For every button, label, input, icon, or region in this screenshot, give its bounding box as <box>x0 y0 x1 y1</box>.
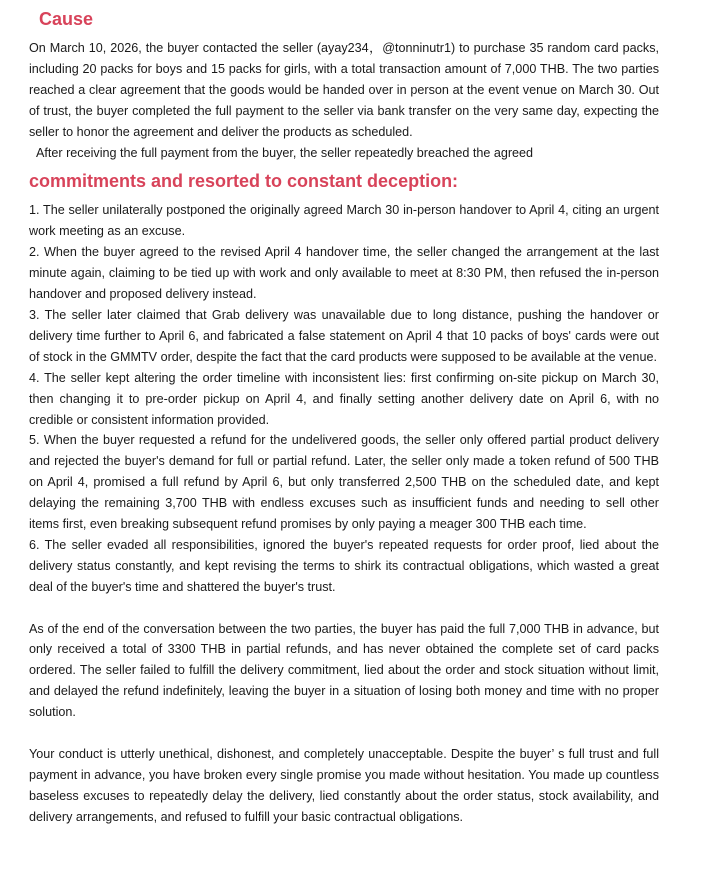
list-item: 3. The seller later claimed that Grab delivery was unavailable due to long distance, pushing the handover or delivery time further to April 6, and fabricated a false statement on April 4 that 10 packs of boys' cards were out of stock in the GMMTV order, despite the fact that the card products were supposed to be available at the venue. <box>29 307 659 364</box>
intro-paragraph: On March 10, 2026, the buyer contacted the seller (ayay234，@tonninutr1) to purchase 35 random card packs, including 20 packs for boys and 15 packs for girls, with a total transaction amount of 7,000 THB. The two parties reached a clear agreement that the goods would be handed over in person at the event venue on March 30. Out of trust, the buyer completed the full payment to the seller via bank transfer on the very same day, expecting the seller to honor the agreement and deliver the products as scheduled. <box>29 41 659 139</box>
breach-lead-paragraph: After receiving the full payment from the buyer, the seller repeatedly breached the agreed <box>36 145 534 160</box>
list-item: 6. The seller evaded all responsibilities, ignored the buyer's repeated requests for order proof, lied about the delivery status constantly, and kept revising the terms to shirk its contractual obligations, which wasted a great deal of the buyer's time and shattered the buyer's trust. <box>29 537 659 594</box>
summary-paragraph: As of the end of the conversation between the two parties, the buyer has paid the full 7,000 THB in advance, but only received a total of 3300 THB in partial refunds, and has never obtained the complete set of card packs ordered. The seller failed to fulfill the delivery commitment, lied about the order and stock situation without limit, and delayed the refund indefinitely, leaving the buyer in a situation of losing both money and time with no proper solution. <box>29 621 659 720</box>
paragraph-gap <box>29 598 659 619</box>
list-item: 4. The seller kept altering the order timeline with inconsistent lies: first confirming on-site pickup on March 30, then changing it to pre-order pickup on April 4, and finally setting another delivery date on April 6, with no credible or consistent information provided. <box>29 370 659 427</box>
closing-paragraph: Your conduct is utterly unethical, dishonest, and completely unacceptable. Despite the buyer’ s full trust and full payment in advance, you have broken every single promise you made without hesitation. You made up countless baseless excuses to repeatedly delay the delivery, lied constantly about the order status, stock availability, and delivery arrangements, and refused to fulfill your basic contractual obligations. <box>29 746 659 824</box>
section-title: Cause <box>39 9 94 29</box>
section-subtitle: commitments and resorted to constant deception: <box>29 171 459 192</box>
list-item: 2. When the buyer agreed to the revised April 4 handover time, the seller changed the arrangement at the last minute again, claiming to be tied up with work and only available to meet at 8:30 PM, then refused the in-person handover and proposed delivery instead. <box>29 245 659 302</box>
list-item: 5. When the buyer requested a refund for the undelivered goods, the seller only offered partial product delivery and rejected the buyer's demand for full or partial refund. Later, the seller only made a token refund of 500 THB on April 4, promised a full refund by April 6, but only transferred 2,500 THB on the scheduled date, and kept delaying the remaining 3,700 THB with endless excuses such as insufficient funds and needing to sell other items first, even breaking subsequent refund promises by only paying a meager 300 THB each time. <box>29 433 659 532</box>
breach-list <box>29 200 659 597</box>
list-item: 1. The seller unilaterally postponed the originally agreed March 30 in-person handover to April 4, citing an urgent work meeting as an excuse. <box>29 203 659 239</box>
paragraph-gap <box>29 723 659 744</box>
